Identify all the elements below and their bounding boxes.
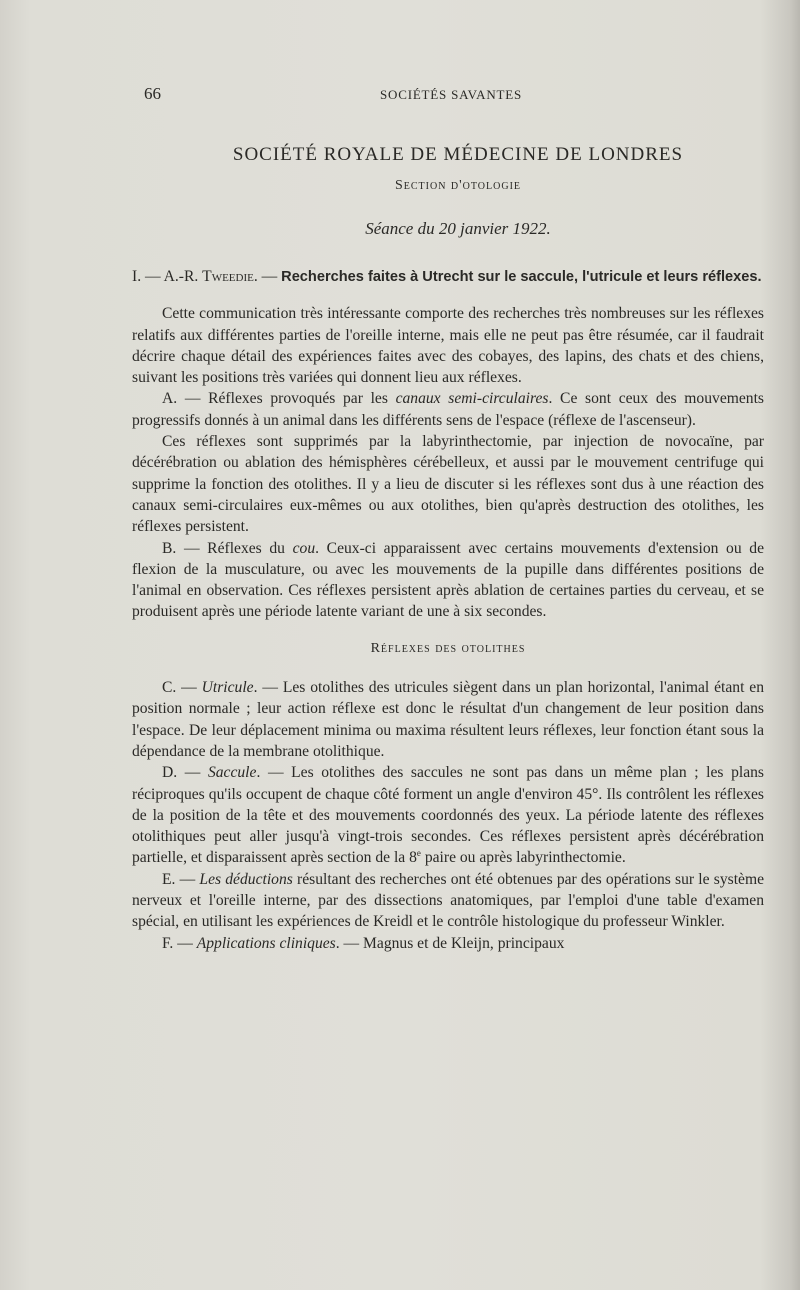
page-number: 66 (144, 84, 161, 103)
paragraph-e-lead: E. — (162, 870, 200, 888)
paragraph-d-italic: Saccule (207, 764, 257, 782)
article-numeral: I. — A.-R. (132, 268, 203, 285)
paragraph-a-rest: . Ce sont ceux des mouvements progressifs donnés à un animal dans les différents sens de l'espace (réflexe de l'ascenseur). (132, 390, 764, 429)
paragraph-d-rest-2: paire ou après labyrinthectomie. (420, 849, 626, 867)
paragraph-b-italic: cou (292, 539, 316, 557)
paragraph-d-lead: D. — (162, 764, 208, 782)
article-heading (132, 266, 764, 288)
running-head (144, 84, 764, 106)
article-title: Recherches faites à Utrecht sur le saccule, l'utricule et leurs réflexes. (281, 269, 762, 285)
paragraph-intro: Cette communication très intéressante comporte des recherches très nombreuses sur les réflexes relatifs aux différentes parties de l'oreille interne, mais elle ne peut pas être résumée, car il faudrait décrire chaque détail des expériences faites avec des cobayes, des lapins, des chats et des chiens, suivant les positions très variées qui donnent lieu aux réflexes. (132, 305, 764, 387)
paragraph-f-lead: F. — (162, 934, 197, 952)
paragraph-a-lead: A. — Réflexes provoqués par les (162, 390, 396, 408)
paragraph-e-italic: Les déductions (199, 870, 293, 888)
paragraph-d-superscript: e (416, 848, 421, 859)
paragraph-c-italic: Utricule (201, 679, 254, 697)
paragraph-e-rest: résultant des recherches ont été obtenues par des opérations sur le système nerveux et l'oreille interne, par des dissections anatomiques, par l'emploi d'une table d'examen spécial, en utilisant les expériences de Kreidl et le contrôle histologique du professeur Winkler. (132, 870, 764, 931)
paragraph-c (132, 677, 764, 762)
paragraph-e (132, 869, 764, 933)
paragraph-b (132, 538, 764, 623)
paragraph-a (132, 388, 764, 431)
paragraph-d (132, 762, 764, 868)
section-title: Section d'otologie (394, 178, 522, 193)
paragraph-c-lead: C. — (162, 679, 202, 697)
session-date: Séance du 20 janvier 1922. (365, 219, 551, 238)
article-author: Tweedie (202, 268, 254, 285)
paragraph-b-lead: B. — Réflexes du (162, 539, 293, 557)
paragraph-b-rest: . Ceux-ci apparaissent avec certains mouvements d'extension ou de flexion de la musculature, ou avec les mouvements de la pupille dans différentes positions de l'animal en observation. Ces réflexes persistent après ablation de certaines parties du cerveau, et se produisent après une période latente variant de une à six secondes. (132, 539, 764, 621)
paragraph-f-italic: Applications cliniques (196, 934, 336, 952)
running-title: SOCIÉTÉS SAVANTES (380, 87, 523, 102)
article-dash: . — (253, 268, 282, 285)
paragraph-a-second: Ces réflexes sont supprimés par la labyrinthectomie, par injection de novocaïne, par décérébration ou ablation des hémisphères cérébelleux, et aussi par le mouvement centrifuge qui supprime la fonction des otolithes. Il y a lieu de discuter si les réflexes sont dus à une réaction des canaux semi-circulaires eux-mêmes ou aux otolithes, bien qu'après destruction des otolithes, les réflexes persistent. (132, 433, 764, 536)
otolith-subheading: Réflexes des otolithes (370, 640, 526, 656)
paragraph-f (132, 933, 764, 954)
article-body (132, 266, 764, 954)
society-title: SOCIÉTÉ ROYALE DE MÉDECINE DE LONDRES (232, 144, 684, 165)
paragraph-f-rest: . — Magnus et de Kleijn, principaux (335, 934, 565, 952)
paragraph-d-rest-1: . — Les otolithes des saccules ne sont pas dans un même plan ; les plans réciproques qu'ils occupent de chaque côté forment un angle d'environ 45°. Ils contrôlent les réflexes de la position de la tête et des mouvements coordonnés des yeux. La période latente des réflexes otolithiques peut aller jusqu'à vingt-trois secondes. Ces réflexes persistent après décérébration partielle, et disparaissent après section de la 8 (132, 764, 764, 867)
paragraph-c-rest: . — Les otolithes des utricules siègent dans un plan horizontal, l'animal étant en position normale ; leur action réflexe est donc le résultat d'un changement de leur position dans l'espace. De leur déplacement minima ou maxima résultent leurs réflexes, leur fonction étant sous la dépendance de la membrane otolithique. (132, 679, 764, 760)
paragraph-a-italic: canaux semi-circulaires (395, 390, 549, 408)
